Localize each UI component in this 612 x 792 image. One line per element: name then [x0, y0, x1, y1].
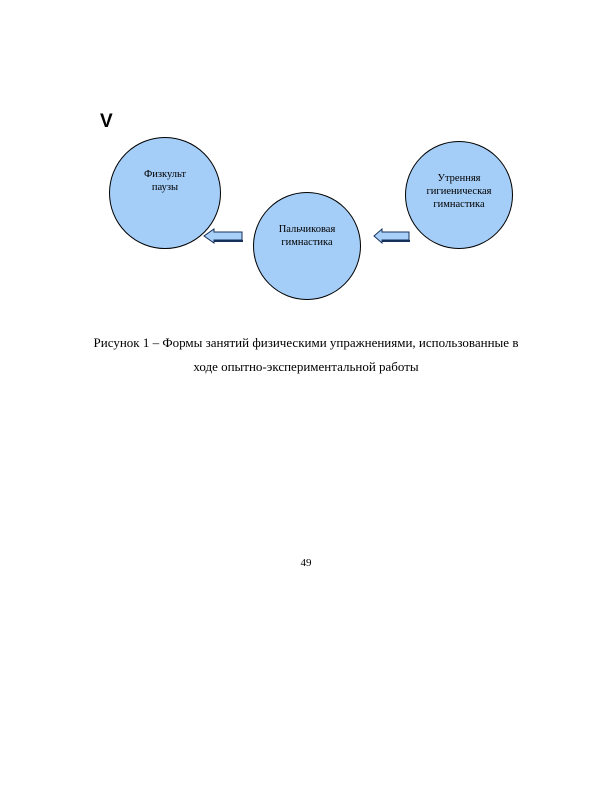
arrow-right-to-center: [374, 229, 410, 243]
arrow-center-to-left: [204, 229, 243, 243]
node-label-line: Физкульт: [143, 169, 187, 180]
node-label-line: Пальчиковая: [278, 224, 336, 235]
node-circle-finger-gymnastics: [253, 192, 361, 300]
node-label-line: гимнастика: [433, 199, 485, 210]
node-label-line: паузы: [151, 182, 179, 193]
figure-caption-line-1: Рисунок 1 – Формы занятий физическими упражнениями, использованные в: [93, 335, 519, 350]
node-circle-morning-gymnastics: [405, 141, 513, 249]
node-label-line: гигиеническая: [426, 186, 492, 197]
node-circle-physical-pauses: [109, 137, 221, 249]
node-label-line: Утренняя: [437, 173, 481, 184]
list-marker-v: V: [100, 111, 113, 132]
figure-caption-line-2: ходе опытно-экспериментальной работы: [193, 359, 419, 374]
page-number: 49: [300, 557, 312, 569]
node-label-line: гимнастика: [281, 237, 333, 248]
